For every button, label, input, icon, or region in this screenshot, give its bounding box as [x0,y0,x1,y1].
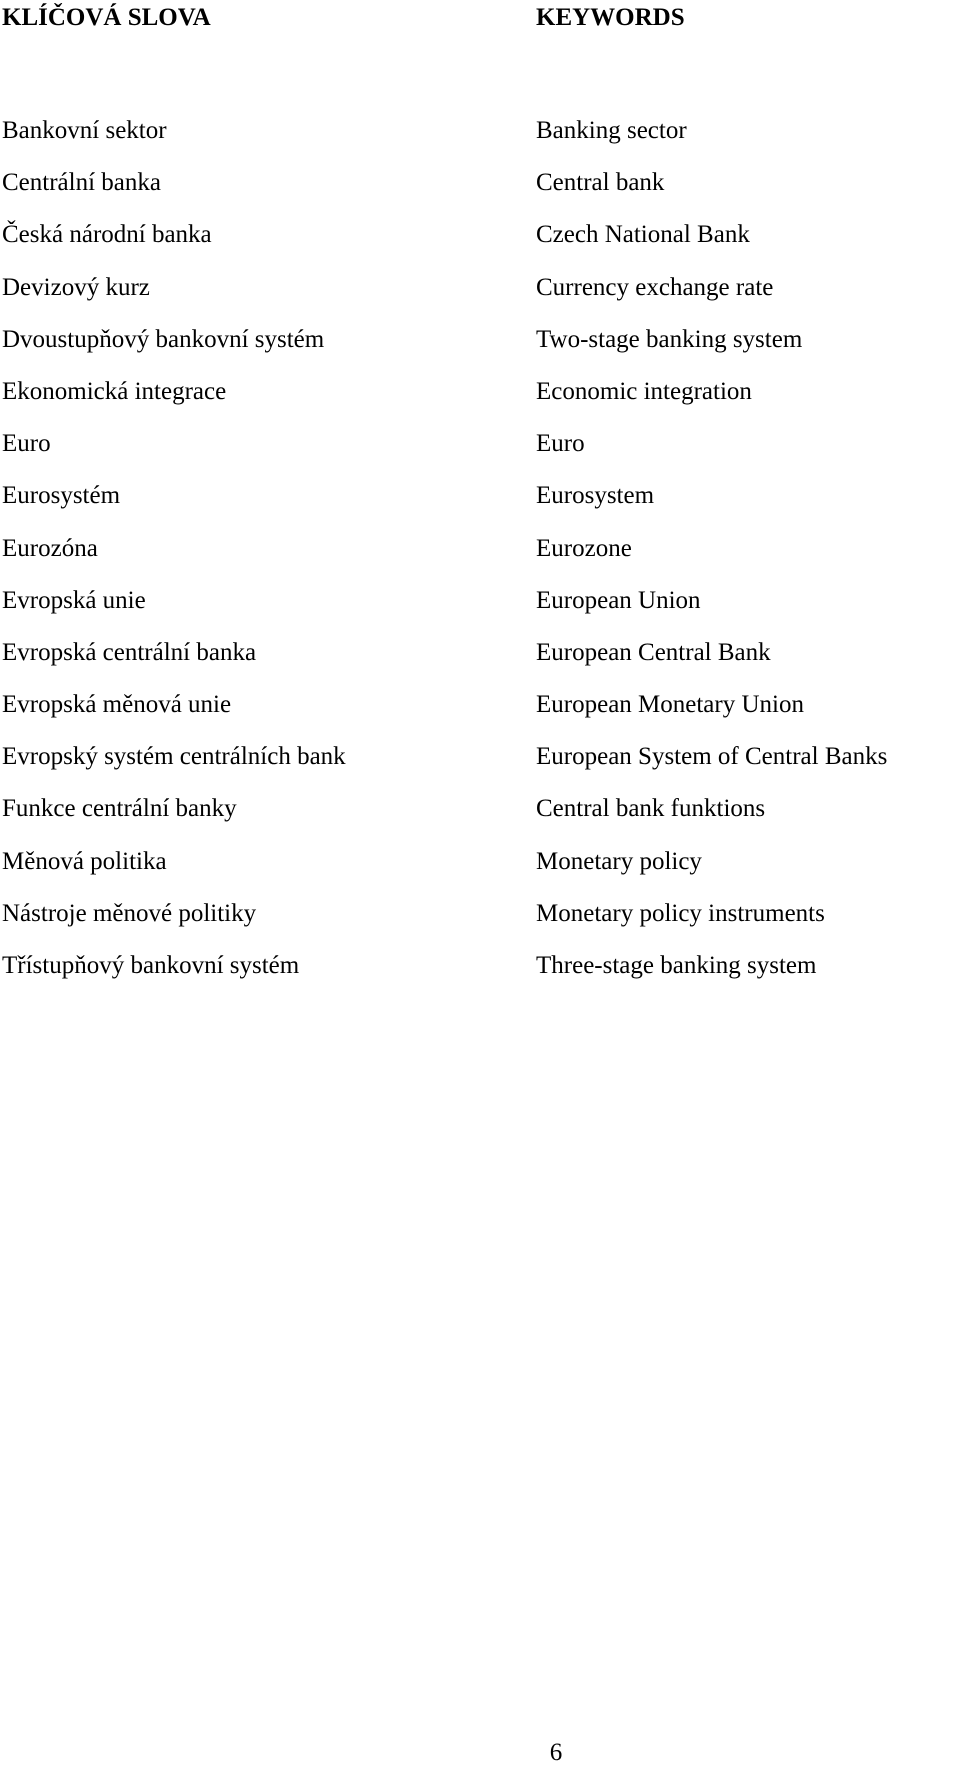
keyword-item: Dvoustupňový bankovní systém [2,325,325,353]
keyword-item: Eurosystem [536,482,655,510]
keyword-item: Evropská unie [2,586,146,614]
keyword-item: Currency exchange rate [536,273,774,301]
keyword-item: Eurosystém [2,482,121,510]
czech-keywords-heading: KLÍČOVÁ SLOVA [2,4,211,31]
keyword-item: Ekonomická integrace [2,377,227,405]
keyword-item: Two-stage banking system [536,325,803,353]
keyword-item: Bankovní sektor [2,117,167,144]
keyword-item: Centrální banka [2,169,161,197]
keyword-item: Euro [2,430,51,458]
keyword-item: Czech National Bank [536,221,750,249]
keyword-item: Three-stage banking system [536,952,817,979]
keyword-item: Central bank [536,169,665,197]
keyword-item: Eurozone [536,534,632,562]
keyword-item: Měnová politika [2,847,167,875]
keyword-item: European Central Bank [536,638,771,666]
keyword-item: Devizový kurz [2,273,150,301]
keyword-item: Česká národní banka [2,221,212,249]
czech-keywords-list [2,105,346,992]
keyword-item: Nástroje měnové politiky [2,899,257,927]
keyword-item: Evropská centrální banka [2,638,257,666]
english-keywords-list [536,105,887,992]
keyword-item: Monetary policy [536,847,702,875]
page-number: 6 [549,1739,563,1766]
keyword-item: Třístupňový bankovní systém [2,952,300,979]
english-keywords-heading: KEYWORDS [536,4,685,31]
keyword-item: Funkce centrální banky [2,795,237,823]
keyword-item: Economic integration [536,377,752,405]
keyword-item: Monetary policy instruments [536,899,825,927]
keyword-item: Eurozóna [2,534,98,562]
keyword-item: European System of Central Banks [536,743,888,771]
keyword-item: Evropský systém centrálních bank [2,743,346,771]
keyword-item: European Monetary Union [536,691,804,719]
keyword-item: Banking sector [536,117,687,144]
keyword-item: Evropská měnová unie [2,691,232,719]
keyword-item: Central bank funktions [536,795,766,823]
keyword-item: Euro [536,430,585,458]
keyword-item: European Union [536,586,701,614]
